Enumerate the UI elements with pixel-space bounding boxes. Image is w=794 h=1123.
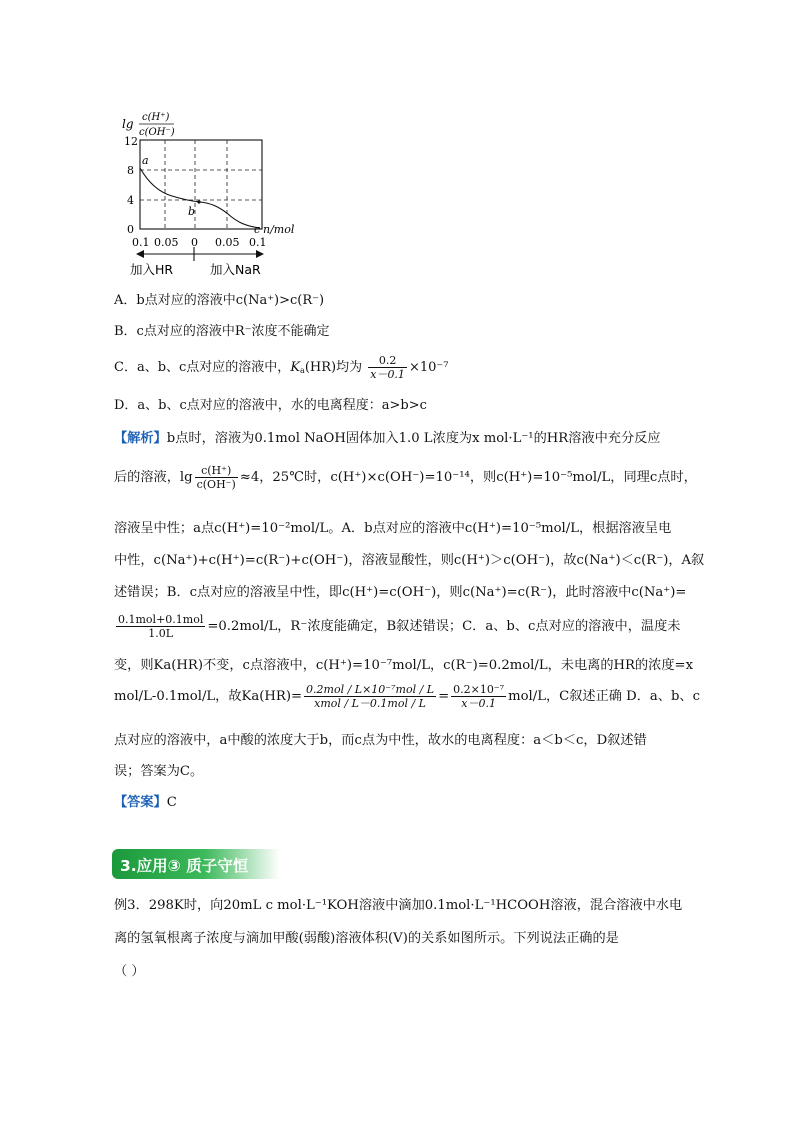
option-c-mid: (HR)均为 [304,360,363,375]
analysis-line-3: 溶液呈中性；a点c(H⁺)=10⁻²mol/L。A．b点对应的溶液中c(H⁺)=10⁻⁵mol/L，根据溶液呈电 [114,521,672,536]
option-c-pre: C．a、b、c点对应的溶液中， [114,360,291,375]
x-tick-0: 0.1 [132,236,150,249]
point-c-label: c [254,223,261,236]
analysis-text-2-post: ≈4，25℃时，c(H⁺)×c(OH⁻)=10⁻¹⁴，则c(H⁺)=10⁻⁵mol/L，同理c点时， [239,470,697,485]
right-label: 加入NaR [210,262,261,277]
point-b-marker [197,200,200,203]
ylabel-prefix: lg [122,117,134,131]
curve [140,168,260,228]
y-tick-12: 12 [124,135,138,148]
analysis-text-8-post: mol/L，C叙述正确 D．a、b、c [508,689,701,704]
analysis-fraction-3 [304,683,436,710]
analysis-text-2-pre: 后的溶液，lg [114,470,193,485]
analysis-fraction-4 [451,683,506,710]
answer-line [114,791,688,810]
y-tick-4: 4 [127,194,134,207]
analysis-line-7: 变，则Ka(HR)不变，c点溶液中，c(H⁺)=10⁻⁷mol/L，c(R⁻)=0.2mol/L，未电离的HR的浓度=x [114,658,694,673]
section-banner [112,849,280,879]
x-tick-4: 0.1 [249,236,267,249]
analysis-line-5: 述错误；B．c点对应的溶液呈中性，即c(H⁺)=c(OH⁻)，则c(Na⁺)=c(R⁻)，此时溶液中c(Na⁺)= [114,585,687,600]
option-c-fraction [368,354,407,381]
analysis-den-3: xmol / L－0.1mol / L [314,697,426,710]
analysis-line-10: 误；答案为C。 [114,764,204,779]
analysis-text-6-post: =0.2mol/L，R⁻浓度能确定，B叙述错误；C．a、b、c点对应的溶液中，温度未 [207,619,681,634]
analysis-line-2 [114,464,697,491]
analysis-num-2: 0.1mol+0.1mol [118,613,204,626]
analysis-den-1: c(OH⁻) [196,478,236,491]
option-c-post: ×10⁻⁷ [408,360,449,375]
example-line-3: （ ） [114,964,145,979]
x-tick-2: 0 [191,236,198,249]
option-d: D．a、b、c点对应的溶液中，水的电离程度：a>b>c [114,398,427,413]
option-c-k: K [290,360,301,375]
answer-tag: 【答案】 [114,795,167,810]
ylabel-num: c(H⁺) [142,112,170,123]
answer-value: C [166,795,177,810]
option-c-ksub: a [300,366,305,375]
analysis-text-1: b点时，溶液为0.1mol NaOH固体加入1.0 L浓度为x mol·L⁻¹的HR溶液中充分反应 [166,431,661,446]
x-tick-3: 0.05 [215,236,240,249]
section-title: 3.应用③ 质子守恒 [120,857,249,875]
x-tick-1: 0.05 [154,236,179,249]
analysis-den-4: x－0.1 [461,697,496,710]
analysis-line-6 [114,613,688,640]
analysis-num-3: 0.2mol / L×10⁻⁷mol / L [306,683,435,696]
analysis-text-8-pre: mol/L-0.1mol/L，故Ka(HR)= [114,689,303,704]
graph-svg [110,104,340,282]
analysis-fraction-2 [116,613,205,640]
option-c [114,354,448,381]
point-a-label: a [142,154,149,167]
analysis-line-9: 点对应的溶液中，a中酸的浓度大于b，而c点为中性，故水的电离程度：a＜b＜c，D叙述错 [114,733,647,748]
analysis-line-8 [114,683,701,710]
analysis-eq: = [438,689,450,704]
example-line-2: 离的氢氧根离子浓度与滴加甲酸(弱酸)溶液体积(V)的关系如图所示。下列说法正确的是 [114,931,619,946]
y-tick-8: 8 [127,164,134,177]
analysis-fraction-1 [195,464,238,491]
option-a: A．b点对应的溶液中c(Na⁺)>c(R⁻) [114,293,325,308]
analysis-num-1: c(H⁺) [195,464,238,478]
y-tick-0: 0 [127,223,134,236]
titration-graph [110,104,340,282]
analysis-tag: 【解析】 [114,431,167,446]
analysis-line-1 [114,427,688,446]
plot-frame [140,140,262,229]
analysis-num-4: 0.2×10⁻⁷ [453,683,505,696]
axis-unit: n/mol [263,223,295,236]
point-b-label: b [188,205,196,218]
left-label: 加入HR [130,262,174,277]
analysis-den-2: 1.0L [148,627,174,640]
option-c-num: 0.2 [368,354,407,368]
option-c-den: x－0.1 [370,368,405,381]
option-b: B．c点对应的溶液中R⁻浓度不能确定 [114,324,330,339]
analysis-line-4: 中性，c(Na⁺)+c(H⁺)=c(R⁻)+c(OH⁻)，溶液显酸性，则c(H⁺)＞c(OH⁻)，故c(Na⁺)＜c(R⁻)，A叙 [114,553,705,568]
example-line-1: 例3．298K时，向20mL c mol·L⁻¹KOH溶液中滴加0.1mol·L⁻¹HCOOH溶液，混合溶液中水电 [114,898,683,913]
grid [140,140,262,229]
ylabel-den: c(OH⁻) [139,127,175,138]
